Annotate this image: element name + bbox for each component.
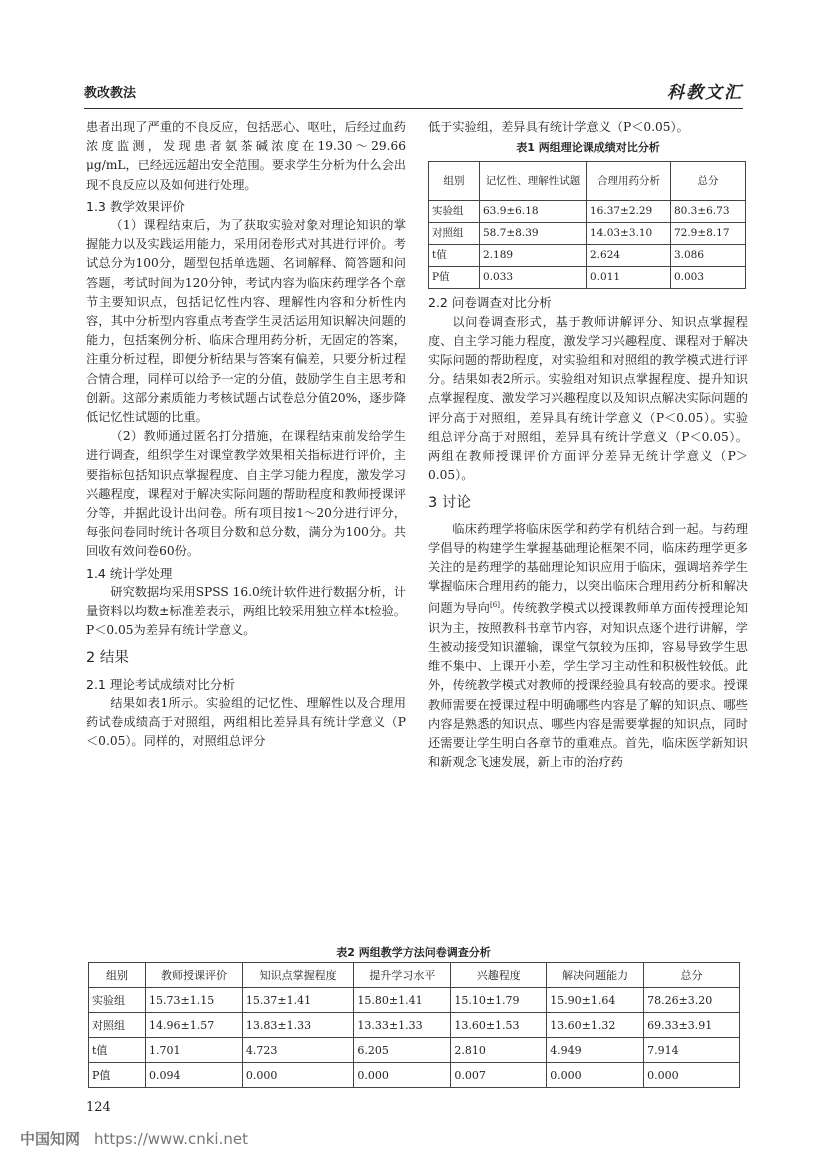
table-header-cell: 解决问题能力 — [547, 963, 644, 988]
table-header-cell: 记忆性、理解性试题 — [480, 162, 587, 201]
table-header-cell: 教师授课评价 — [146, 963, 243, 988]
watermark-url: https://www.cnki.net — [94, 1130, 248, 1148]
table-cell: 0.094 — [146, 1063, 243, 1088]
left-column — [86, 118, 406, 752]
watermark — [20, 1128, 248, 1149]
table-cell: 6.205 — [354, 1038, 451, 1063]
paragraph: 低于实验组，差异具有统计学意义（P＜0.05）。 — [428, 120, 689, 134]
table-row — [89, 1038, 740, 1063]
table-cell: 14.96±1.57 — [146, 1013, 243, 1038]
paragraph: 研究数据均采用SPSS 16.0统计软件进行数据分析，计量资料以均数±标准差表示，两组比较采用独立样本t检验。P＜0.05为差异有统计学意义。 — [86, 584, 406, 638]
table-cell: P值 — [89, 1063, 146, 1088]
table-cell: 80.3±6.73 — [670, 201, 745, 223]
table-cell: 对照组 — [429, 223, 480, 245]
heading-1-4: 1.4 统计学处理 — [86, 565, 173, 581]
heading-2-2: 2.2 问卷调查对比分析 — [428, 295, 552, 311]
table-1-caption: 表1 两组理论课成绩对比分析 — [516, 141, 660, 155]
table-header-row — [89, 963, 740, 988]
table-header-cell: 知识点掌握程度 — [242, 963, 354, 988]
table-cell: 2.624 — [587, 245, 671, 267]
table-cell: 15.90±1.64 — [547, 988, 644, 1013]
table-cell: 实验组 — [429, 201, 480, 223]
right-column — [428, 118, 748, 772]
table-cell: 13.60±1.53 — [451, 1013, 547, 1038]
paragraph: 结果如表1所示。实验组的记忆性、理解性以及合理用药试卷成绩高于对照组，两组相比差异具有统计学意义（P＜0.05）。同样的，对照组总评分 — [86, 695, 406, 749]
table-cell: 72.9±8.17 — [670, 223, 745, 245]
table-1 — [428, 161, 746, 289]
table-header-cell: 提升学习水平 — [354, 963, 451, 988]
table-cell: 15.10±1.79 — [451, 988, 547, 1013]
paragraph: 患者出现了严重的不良反应，包括恶心、呕吐，后经过血药浓度监测，发现患者氨茶碱浓度在19.30～29.66 μg/mL，已经远远超出安全范围。要求学生分析为什么会出现不良反应以及如何进行处理。 — [86, 120, 406, 192]
paragraph: （2）教师通过匿名打分措施，在课程结束前发给学生进行调查，组织学生对课堂教学效果相关指标进行评价，主要指标包括知识点掌握程度、自主学习能力程度，激发学习兴趣程度，课程对于解决实际问题的帮助程度和教师授课评分等，并据此设计出问卷。所有项目按1～20分进行评分，每张问卷同时统计各项目分数和总分数，满分为100分。共回收有效问卷60份。 — [86, 429, 406, 559]
table-cell: 15.73±1.15 — [146, 988, 243, 1013]
table-row — [89, 1063, 740, 1088]
table-cell: 2.189 — [480, 245, 587, 267]
table-cell: 对照组 — [89, 1013, 146, 1038]
table-cell: 0.000 — [242, 1063, 354, 1088]
heading-2-1: 2.1 理论考试成绩对比分析 — [86, 676, 235, 692]
paragraph — [428, 520, 748, 773]
table-cell: t值 — [89, 1038, 146, 1063]
section-title: 教改教法 — [84, 86, 137, 101]
table-cell: 0.011 — [587, 267, 671, 289]
table-cell: 1.701 — [146, 1038, 243, 1063]
table-cell: 13.33±1.33 — [354, 1013, 451, 1038]
table-row — [429, 245, 746, 267]
table-cell: 0.000 — [547, 1063, 644, 1088]
table-cell: 15.80±1.41 — [354, 988, 451, 1013]
table-cell: 16.37±2.29 — [587, 201, 671, 223]
table-2 — [88, 962, 740, 1088]
table-cell: 0.000 — [644, 1063, 740, 1088]
table-cell: 2.810 — [451, 1038, 547, 1063]
table-row — [429, 267, 746, 289]
header-divider — [84, 108, 743, 109]
table-cell: 7.914 — [644, 1038, 740, 1063]
table-2-caption: 表2 两组教学方法问卷调查分析 — [336, 946, 491, 959]
table-header-row — [429, 162, 746, 201]
page-number: 124 — [86, 1100, 111, 1115]
heading-2: 2 结果 — [86, 650, 129, 667]
table-cell: 3.086 — [670, 245, 745, 267]
table-cell: 63.9±6.18 — [480, 201, 587, 223]
table-row — [89, 988, 740, 1013]
paragraph: （1）课程结束后，为了获取实验对象对理论知识的掌握能力以及实践运用能力，采用闭卷形式对其进行评价。考试总分为100分，题型包括单选题、名词解释、简答题和问答题，考试时间为120分钟，考试内容为临床药理学各个章节主要知识点，包括记忆性内容、理解性内容和分析性内容，其中分析型内容重点考查学生灵活运用知识解决问题的能力，包括案例分析、临床合理用药分析，无固定的答案，注重分析过程，即便分析结果与答案有偏差，只要分析过程合情合理，同样可以给予一定的分值，鼓励学生自主思考和创新。这部分素质能力考核试题占试卷总分值20%，逐步降低记忆性试题的比重。 — [86, 218, 406, 425]
table-header-cell: 总分 — [644, 963, 740, 988]
heading-3: 3 讨论 — [428, 495, 471, 512]
table-row — [429, 223, 746, 245]
table-cell: 13.60±1.32 — [547, 1013, 644, 1038]
table-cell: 0.000 — [354, 1063, 451, 1088]
table-cell: 69.33±3.91 — [644, 1013, 740, 1038]
journal-logo: 科教文汇 — [667, 83, 743, 103]
table-header-cell: 合理用药分析 — [587, 162, 671, 201]
paragraph-text: 临床药理学将临床医学和药学有机结合到一起。与药理学倡导的构建学生掌握基础理论框架不同，临床药理学更多关注的是药理学的基础理论知识应用于临床，强调培养学生掌握临床合理用药的能力，以突出临床合理用药分析和解决问题为导向 — [428, 521, 748, 616]
table-cell: 0.033 — [480, 267, 587, 289]
table-cell: t值 — [429, 245, 480, 267]
paragraph-text: 。传统教学模式以授课教师单方面传授理论知识为主，按照教科书章节内容，对知识点逐个进行讲解，学生被动接受知识灌输，课堂气氛较为压抑，容易导致学生思维不集中、上课开小差，学生学习主动性和积极性较低。此外，传统教学模式对教师的授课经验具有较高的要求。授课教师需要在授课过程中明确哪些内容是了解的知识点、哪些内容是熟悉的知识点、哪些内容是需要掌握的知识点，同时还需要让学生明白各章节的重难点。首先，临床医学新知识和新观念飞速发展，新上市的治疗药 — [428, 601, 748, 770]
table-cell: 58.7±8.39 — [480, 223, 587, 245]
table-cell: P值 — [429, 267, 480, 289]
heading-1-3: 1.3 教学效果评价 — [86, 198, 185, 214]
table-header-cell: 组别 — [89, 963, 146, 988]
table-row — [429, 201, 746, 223]
table-cell: 78.26±3.20 — [644, 988, 740, 1013]
paragraph: 以问卷调查形式，基于教师讲解评分、知识点掌握程度、自主学习能力程度，激发学习兴趣程度、课程对于解决实际问题的帮助程度，对实验组和对照组的教学模式进行评分。结果如表2所示。实验组对知识点掌握程度、提升知识点掌握程度、激发学习兴趣程度以及知识点解决实际问题的评分高于对照组，差异具有统计学意义（P＜0.05）。实验组总评分高于对照组，差异具有统计学意义（P＜0.05）。两组在教师授课评价方面评分差异无统计学意义（P＞0.05）。 — [428, 314, 748, 483]
table-cell: 4.949 — [547, 1038, 644, 1063]
table-row — [89, 1013, 740, 1038]
table-cell: 15.37±1.41 — [242, 988, 354, 1013]
table-cell: 4.723 — [242, 1038, 354, 1063]
table-cell: 13.83±1.33 — [242, 1013, 354, 1038]
table-header-cell: 总分 — [670, 162, 745, 201]
citation: [6] — [490, 601, 500, 610]
table-header-cell: 组别 — [429, 162, 480, 201]
table-header-cell: 兴趣程度 — [451, 963, 547, 988]
table-cell: 14.03±3.10 — [587, 223, 671, 245]
table-cell: 0.007 — [451, 1063, 547, 1088]
table-cell: 实验组 — [89, 988, 146, 1013]
watermark-site: 中国知网 — [20, 1130, 81, 1148]
table-cell: 0.003 — [670, 267, 745, 289]
